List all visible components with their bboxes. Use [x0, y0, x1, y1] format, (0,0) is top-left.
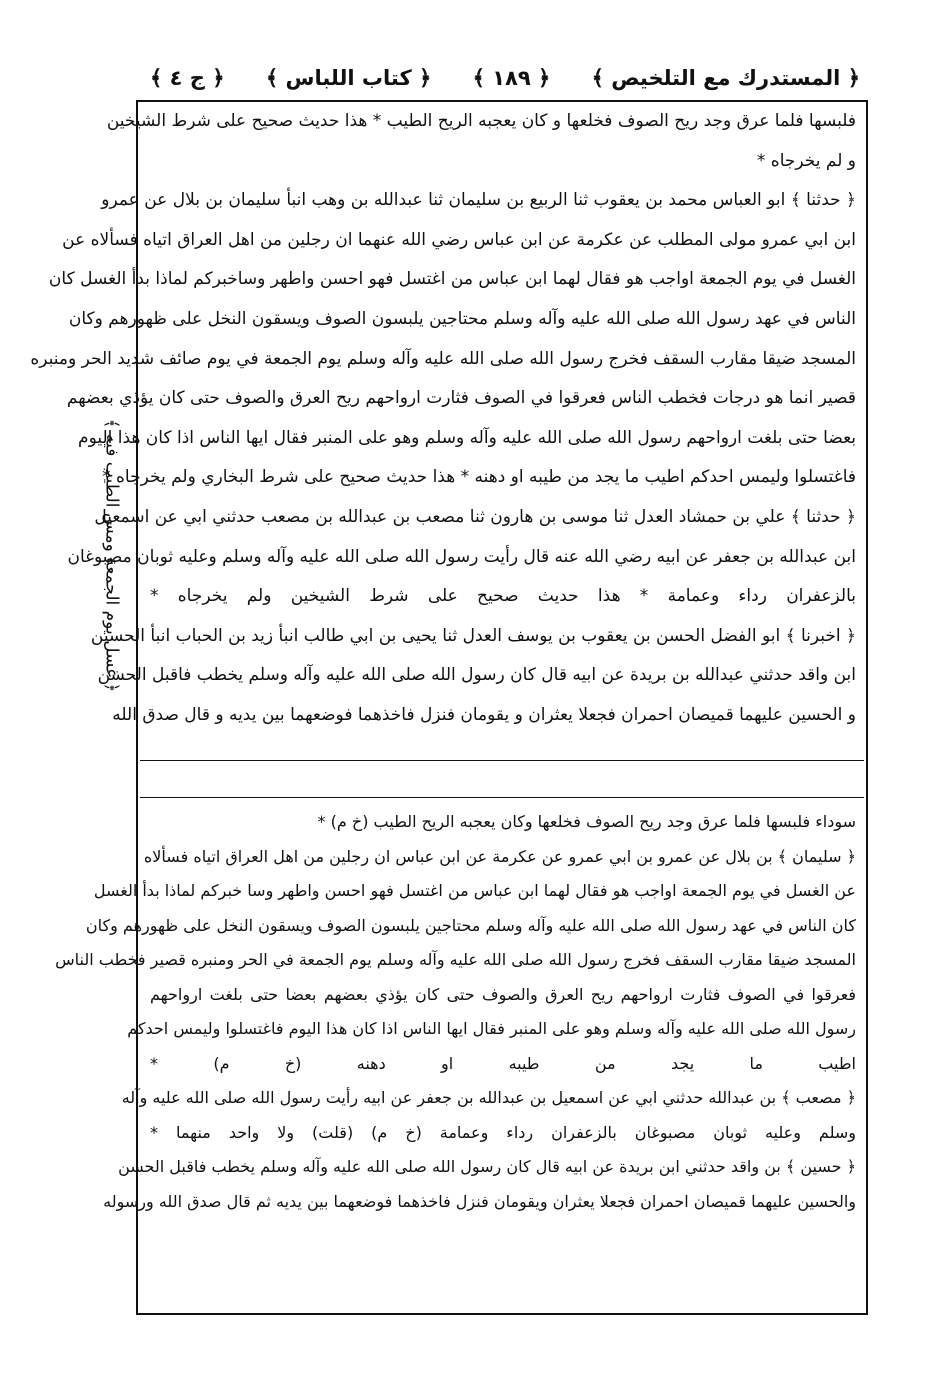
main-line: ﴿ حدثنا ﴾ ابو العباس محمد بن يعقوب ثنا الربيع بن سليمان ثنا عبدالله بن وهب انبأ سليمان بن بلال عن عمرو	[101, 190, 856, 211]
footnote-line: فعرقوا في الصوف فثارت ارواحهم ريح العرق والصوف حتى كان يؤذي بعضهم بعضا حتى بلغت ارواحهم	[150, 984, 856, 1004]
main-line: ابن عبدالله بن جعفر عن ابيه رضي الله عنه قال رأيت رسول الله صلى الله عليه وآله وسلم وعليه ثوبان مصبوغان	[67, 546, 856, 567]
footnote-line: ﴿ مصعب ﴾ بن عبدالله حدثني ابي عن اسمعيل بن عبدالله بن جعفر عن ابيه رأيت رسول الله صلى الله عليه وآله	[121, 1088, 856, 1107]
book-title: ﴿ المستدرك مع التلخيص ﴾	[591, 66, 860, 90]
footnote-divider-top	[140, 760, 864, 761]
footnote-line: عن الغسل في يوم الجمعة اواجب هو فقال لهما ابن عباس من اغتسل فهو احسن واطهر وسا خبركم لماذا بدأ الغسل	[93, 881, 856, 900]
main-line: بعضا حتى بلغت ارواحهم رسول الله صلى الله عليه وآله وسلم وهو على المنبر فقال ايها الناس اذا كان هذا اليوم	[78, 427, 856, 448]
margin-note-text: ﴿ غسل يوم الجمعة ومس الطيب فيه ﴾	[101, 418, 122, 692]
volume-label: ﴿ ج ٤ ﴾	[150, 66, 225, 90]
main-line: بالزعفران رداء وعمامة * هذا حديث صحيح على شرط الشيخين ولم يخرجاه *	[150, 586, 856, 607]
main-line: ابن واقد حدثني عبدالله بن بريدة عن ابيه قال كان رسول الله صلى الله عليه وآله وسلم يخطب فاقبل الحسن	[97, 665, 856, 686]
footnote-line: والحسين عليهما قميصان احمران فجعلا يعثران ويقومان فنزل فاخذهما فوضعهما بين يديه ثم قال صدق الله ورسوله	[103, 1191, 856, 1211]
page-number: ﴿ ١٨٩ ﴾	[472, 66, 551, 90]
main-line: قصير انما هو درجات فخطب الناس فعرقوا في الصوف فثارت ارواحهم ريح العرق والصوف حتى كان يؤذي بعضهم	[66, 388, 856, 409]
main-line: فاغتسلوا وليمس احدكم اطيب ما يجد من طيبه او دهنه * هذا حديث صحيح على شرط البخاري ولم يخرجاه *	[102, 467, 856, 488]
chapter-title: ﴿ كتاب اللباس ﴾	[265, 66, 432, 90]
footnote-line: سوداء فلبسها فلما عرق وجد ريح الصوف فخلعها وكان يعجبه الريح الطيب (خ م) *	[317, 812, 856, 831]
main-line: ﴿ حدثنا ﴾ علي بن حمشاد العدل ثنا موسى بن هارون ثنا مصعب بن عبدالله بن مصعب حدثني ابي عن اسمعيل	[94, 506, 856, 527]
footnote-line: ﴿ حسين ﴾ بن واقد حدثني ابن بريدة عن ابيه قال كان رسول الله صلى الله عليه وآله وسلم يخطب فاقبل الحسن	[118, 1157, 856, 1176]
footnote-line: ﴿ سليمان ﴾ بن بلال عن عمرو بن ابي عمرو عن عكرمة عن ابن عباس ان رجلين من اهل العراق اتياه فسألاه	[143, 846, 856, 866]
footnote-line: المسجد ضيقا مقارب السقف فخرج رسول الله صلى الله عليه وآله وسلم يوم الجمعة في الحر ومنبره قصير فخطب الناس	[55, 950, 856, 969]
main-line: و لم يخرجاه *	[756, 150, 856, 171]
footnote-line: وسلم وعليه ثوبان مصبوغان بالزعفران رداء وعمامة (خ م) (قلت) ولا واحد منهما *	[150, 1122, 856, 1142]
main-line: ﴿ اخبرنا ﴾ ابو الفضل الحسن بن يعقوب بن يوسف العدل ثنا يحيى بن ابي طالب انبأ زيد بن الحباب انبأ الحسين	[90, 625, 856, 646]
footnote-divider-bottom	[140, 797, 864, 798]
main-line: فلبسها فلما عرق وجد ريح الصوف فخلعها و كان يعجبه الريح الطيب * هذا حديث صحيح على شرط الشيخين	[106, 111, 856, 131]
footnote-line: رسول الله صلى الله عليه وآله وسلم وهو على المنبر فقال ايها الناس اذا كان هذا اليوم فاغتسلوا وليمس احدكم	[127, 1019, 856, 1038]
main-line: ابن ابي عمرو مولى المطلب عن عكرمة عن ابن عباس رضي الله عنهما ان رجلين من اهل العراق اتياه فسألاه عن	[62, 229, 856, 250]
page-header	[150, 58, 860, 98]
main-line: الغسل في يوم الجمعة اواجب هو فقال لهما ابن عباس من اغتسل فهو احسن واطهر وساخبركم لماذا بدأ الغسل كان	[48, 269, 856, 290]
footnote-line: كان الناس في عهد رسول الله صلى الله عليه وآله وسلم محتاجين يلبسون الصوف ويسقون النخل على ظهورهم وكان	[85, 915, 856, 935]
footnote-line: اطيب ما يجد من طيبه او دهنه (خ م) *	[150, 1053, 856, 1073]
margin-note	[92, 385, 132, 725]
footnote-block	[55, 805, 856, 1219]
main-line: المسجد ضيقا مقارب السقف فخرج رسول الله صلى الله عليه وآله وسلم يوم الجمعة في يوم صائف شديد الحر ومنبره	[30, 348, 856, 369]
main-line: و الحسين عليهما قميصان احمران فجعلا يعثران و يقومان فنزل فاخذهما فوضعهما بين يديه و قال صدق الله	[112, 704, 856, 725]
main-line: الناس في عهد رسول الله صلى الله عليه وآله وسلم محتاجين يلبسون الصوف ويسقون النخل على ظهورهم وكان	[68, 308, 856, 329]
